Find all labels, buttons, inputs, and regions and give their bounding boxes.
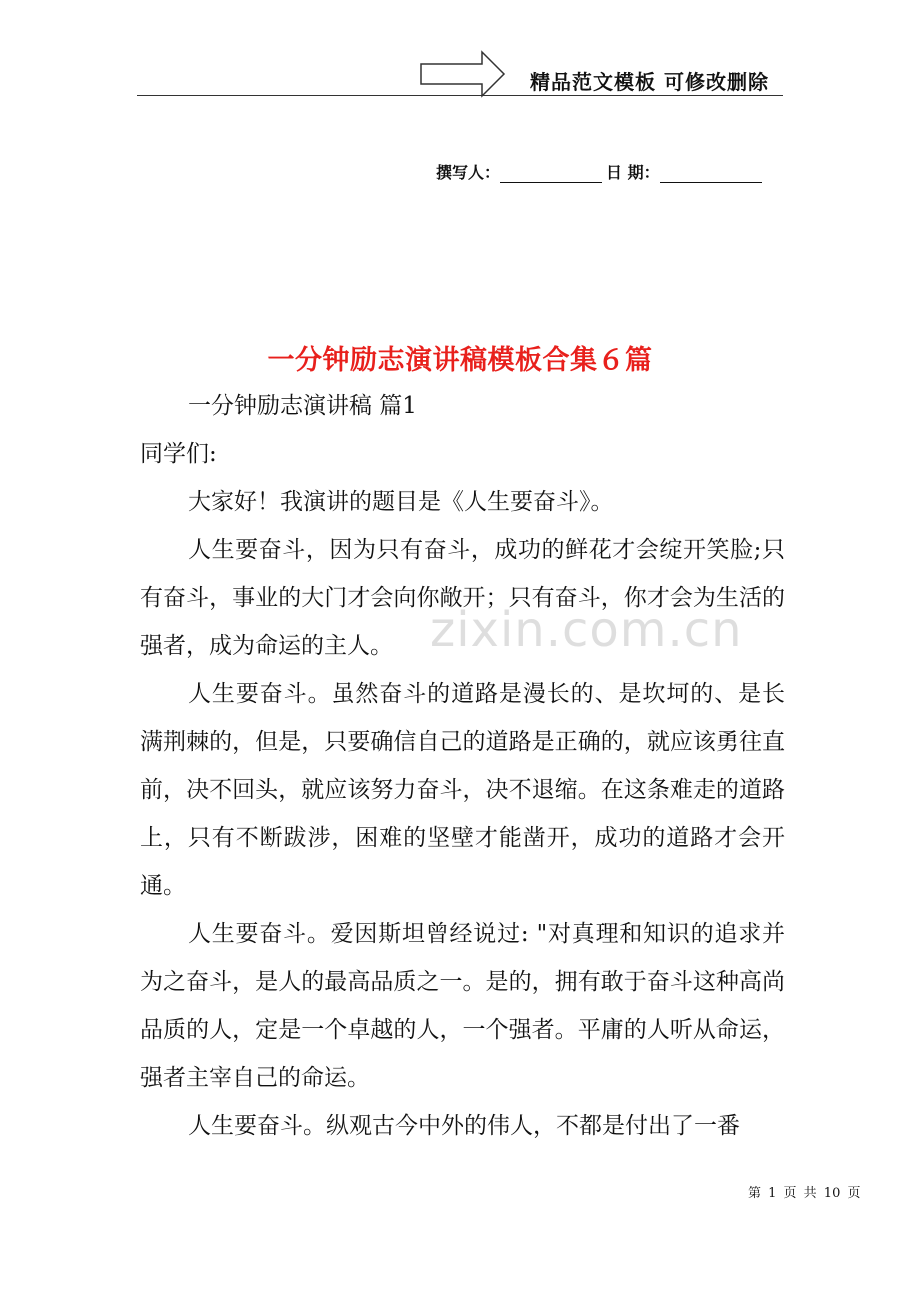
document-title: 一分钟励志演讲稿模板合集６篇	[267, 345, 653, 376]
author-date-line	[436, 160, 766, 183]
paragraph: 人生要奋斗，因为只有奋斗，成功的鲜花才会绽开笑脸;只有奋斗，事业的大门才会向你敞开；只有奋斗，你才会为生活的强者，成为命运的主人。	[140, 537, 785, 659]
page-footer: 第 1 页 共 10 页	[748, 1186, 861, 1201]
date-label: 日 期：	[606, 163, 660, 182]
section-heading: 一分钟励志演讲稿 篇1	[188, 393, 417, 419]
arrow-right-icon	[420, 50, 506, 98]
document-body	[140, 382, 785, 1150]
greeting: 同学们:	[140, 441, 217, 467]
header-divider	[137, 95, 783, 96]
author-blank-field	[500, 164, 602, 183]
header-title: 精品范文模板 可修改删除	[530, 70, 769, 94]
paragraph: 人生要奋斗。爱因斯坦曾经说过: "对真理和知识的追求并为之奋斗，是人的最高品质之一。是的，拥有敢于奋斗这种高尚品质的人，定是一个卓越的人，一个强者。平庸的人听从命运，强者主宰自己的命运。	[140, 921, 785, 1091]
paragraph: 人生要奋斗。纵观古今中外的伟人，不都是付出了一番	[188, 1113, 740, 1139]
paragraph: 人生要奋斗。虽然奋斗的道路是漫长的、是坎坷的、是长满荆棘的，但是，只要确信自己的道路是正确的，就应该勇往直前，决不回头，就应该努力奋斗，决不退缩。在这条难走的道路上，只有不断跋涉，困难的坚壁才能凿开，成功的道路才会开通。	[140, 681, 785, 899]
date-blank-field	[660, 164, 762, 183]
watermark: zixin.com.cn	[430, 602, 743, 658]
author-label: 撰写人：	[436, 163, 501, 182]
paragraph: 大家好！我演讲的题目是《人生要奋斗》。	[188, 489, 614, 515]
page-header	[0, 0, 920, 100]
